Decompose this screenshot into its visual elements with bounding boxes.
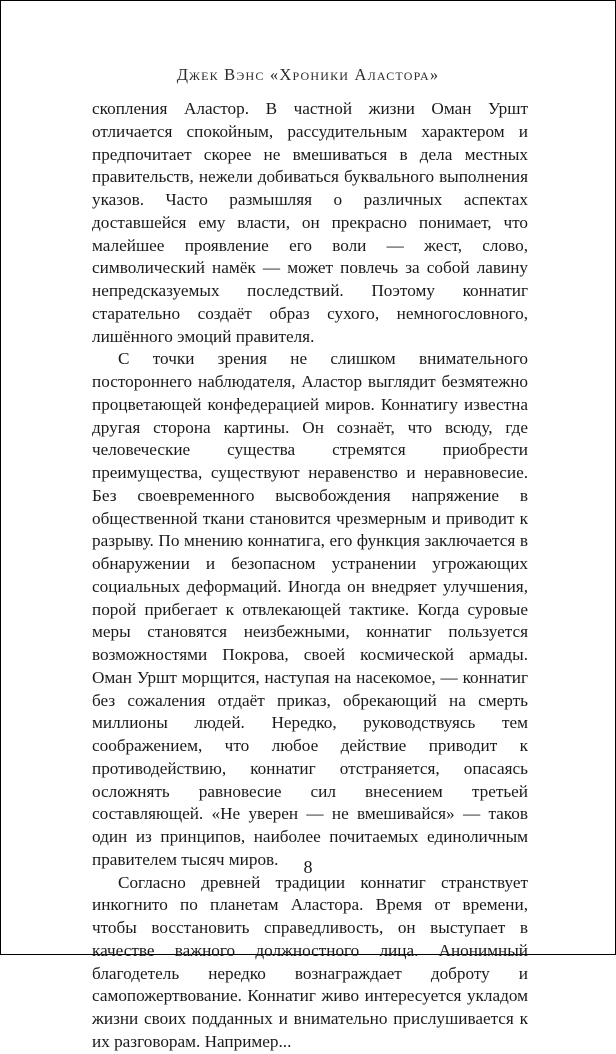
paragraph-2: С точки зрения не слишком внимательного постороннего наблюдателя, Аластор выглядит безмятежно процветающей конфедерацией миров. Коннатигу известна другая сторона картины. Он сознаёт, что всюду, где человеческие существа стремятся приобрести преимущества, существуют неравенство и неравновесие. Без своевременного высвобождения напряжение в общественной ткани становится чрезмерным и приводит к разрыву. По мнению коннатига, его функция заключается в обнаружении и безопасном устранении угрожающих социальных деформаций. Иногда он внедряет улучшения, порой прибегает к отвлекающей тактике. Когда суровые меры становятся неизбежными, коннатиг пользуется возможностями Покрова, своей космической армады. Оман Уршт морщится, наступая на насекомое, — коннатиг без сожаления отдаёт приказ, обрекающий на смерть миллионы людей. Нередко, руководствуясь тем соображением, что любое действие приводит к противодействию, коннатиг отстраняется, опасаясь осложнять равновесие сил внесением третьей составляющей. «Не уверен — не вмешивайся» — таков один из принципов, наиболее почитаемых единоличным правителем тысяч миров. bbox=[92, 349, 528, 869]
paragraph-3: Согласно древней традиции коннатиг странствует инкогнито по планетам Аластора. Время от времени, чтобы восстановить справедливость, он выступает в качестве важного должностного лица. Анонимный благодетель нередко вознаграждает доброту и самопожертвование. Коннатиг живо интересуется укладом жизни своих подданных и внимательно прислушивается к их разговорам. Например... bbox=[92, 872, 528, 1051]
running-head: Джек Вэнс «Хроники Аластора» bbox=[176, 65, 440, 84]
page-number: 8 bbox=[303, 857, 313, 877]
body-text bbox=[92, 98, 528, 1054]
paragraph-1: скопления Аластор. В частной жизни Оман Уршт отличается спокойным, рассудительным характером и предпочитает скорее не вмешиваться в дела местных правительств, нежели добиваться буквального выполнения указов. Часто размышляя о различных аспектах доставшейся ему власти, он прекрасно понимает, что малейшее проявление его воли — жест, слово, символический намёк — может повлечь за собой лавину непредсказуемых последствий. Поэтому коннатиг старательно создаёт образ сухого, немногословного, лишённого эмоций правителя. bbox=[92, 99, 528, 346]
